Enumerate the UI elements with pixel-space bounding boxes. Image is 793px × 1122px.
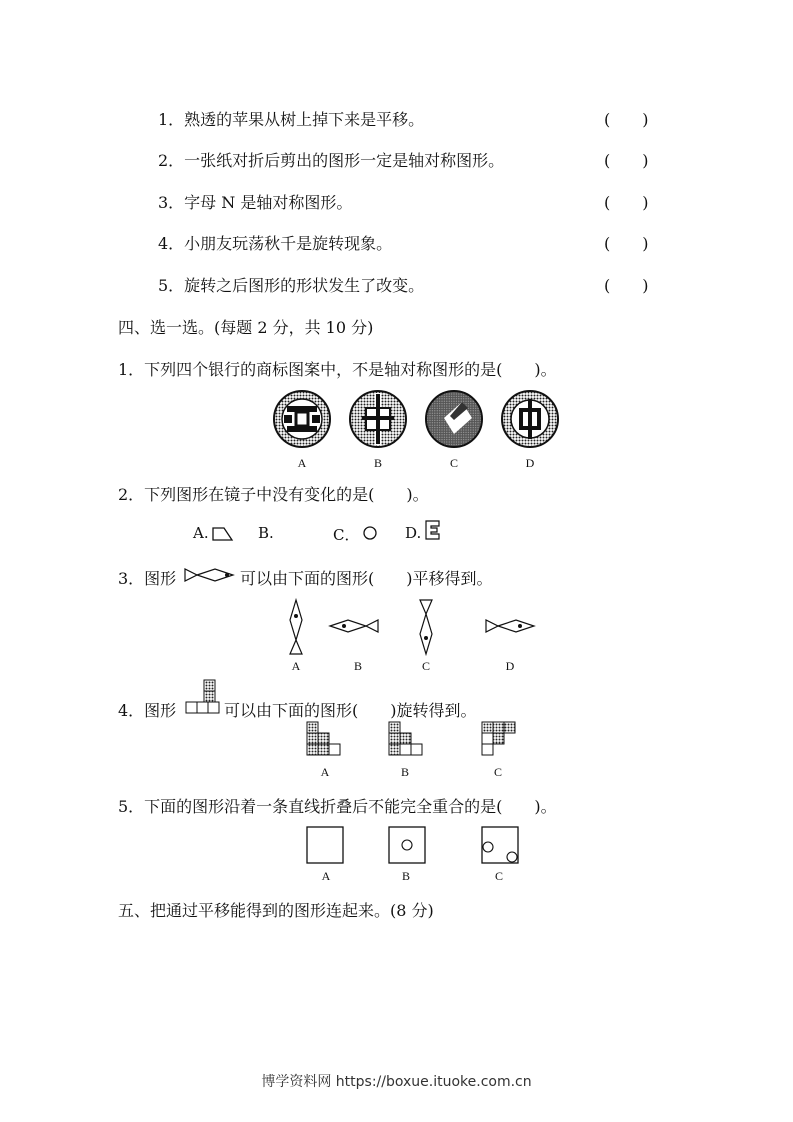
q2-option-d[interactable]: D. xyxy=(405,524,422,542)
q4-option-b-shape-icon xyxy=(389,722,422,755)
section5-title: 五、把通过平移能得到的图形连起来。(8 分) xyxy=(118,901,434,920)
judgement-item-1: 1．熟透的苹果从树上掉下来是平移。 xyxy=(158,110,425,129)
q3-option-a-shape-icon xyxy=(290,600,302,654)
q4-block-shape-icon xyxy=(184,678,224,716)
q3-label-a: A xyxy=(291,659,301,673)
bank-logos xyxy=(272,388,562,450)
q1-text: 1．下列四个银行的商标图案中，不是轴对称图形的是( )。 xyxy=(118,360,557,379)
q5-options xyxy=(305,825,527,865)
q3-label-c: C xyxy=(421,659,431,673)
bank-logo-c-icon xyxy=(426,391,482,447)
q5-option-c-square-icon xyxy=(482,827,518,863)
q2-option-b[interactable]: B. xyxy=(258,524,274,542)
q5-label-b: B xyxy=(401,869,411,883)
q4-label-b: B xyxy=(400,765,410,779)
answer-blank-3[interactable]: ( ) xyxy=(604,193,649,212)
bank-logo-d-icon xyxy=(502,391,558,447)
q5-label-c: C xyxy=(494,869,504,883)
q4-text-before: 4．图形 xyxy=(118,701,177,720)
judgement-item-2: 2．一张纸对折后剪出的图形一定是轴对称图形。 xyxy=(158,151,505,170)
judgement-item-3: 3．字母 N 是轴对称图形。 xyxy=(158,193,353,212)
q5-option-b-square-icon xyxy=(389,827,425,863)
q4-option-c-shape-icon xyxy=(482,722,515,755)
q5-option-a-square-icon xyxy=(307,827,343,863)
q3-text-after: 可以由下面的图形( )平移得到。 xyxy=(240,569,493,588)
q4-label-c: C xyxy=(493,765,503,779)
q3-options xyxy=(284,598,544,656)
judgement-item-5: 5．旋转之后图形的形状发生了改变。 xyxy=(158,276,425,295)
bank-logo-a-icon xyxy=(274,391,330,447)
q3-option-b-shape-icon xyxy=(330,620,378,632)
q2-option-a[interactable]: A. xyxy=(193,524,209,542)
judgement-item-4: 4．小朋友玩荡秋千是旋转现象。 xyxy=(158,234,393,253)
q1-label-d: D xyxy=(525,456,535,470)
q4-text-after: 可以由下面的图形( )旋转得到。 xyxy=(224,701,477,720)
answer-blank-4[interactable]: ( ) xyxy=(604,234,649,253)
q1-label-a: A xyxy=(297,456,307,470)
q3-label-d: D xyxy=(505,659,515,673)
q2-option-c[interactable]: C． xyxy=(333,526,360,544)
q4-option-a-shape-icon xyxy=(307,722,340,755)
section4-title: 四、选一选。(每题 2 分，共 10 分) xyxy=(118,318,374,337)
q2-text: 2．下列图形在镜子中没有变化的是( )。 xyxy=(118,485,429,504)
bank-logo-b-icon xyxy=(350,391,406,447)
q1-label-b: B xyxy=(373,456,383,470)
trapezoid-shape-icon xyxy=(212,526,234,542)
footer-watermark: 博学资料网 https://boxue.ituoke.com.cn xyxy=(261,1074,532,1090)
q3-fish-shape-icon xyxy=(183,567,239,583)
answer-blank-5[interactable]: ( ) xyxy=(604,276,649,295)
circle-shape-icon xyxy=(362,525,378,541)
q4-options xyxy=(305,720,525,758)
q5-label-a: A xyxy=(321,869,331,883)
q3-text-before: 3．图形 xyxy=(118,569,177,588)
answer-blank-2[interactable]: ( ) xyxy=(604,151,649,170)
q5-text: 5．下面的图形沿着一条直线折叠后不能完全重合的是( )。 xyxy=(118,797,557,816)
q3-label-b: B xyxy=(353,659,363,673)
q1-label-c: C xyxy=(449,456,459,470)
letter-e-shape-icon xyxy=(425,520,441,540)
q4-label-a: A xyxy=(320,765,330,779)
answer-blank-1[interactable]: ( ) xyxy=(604,110,649,129)
q3-option-c-shape-icon xyxy=(420,600,432,654)
q3-option-d-shape-icon xyxy=(486,620,534,632)
